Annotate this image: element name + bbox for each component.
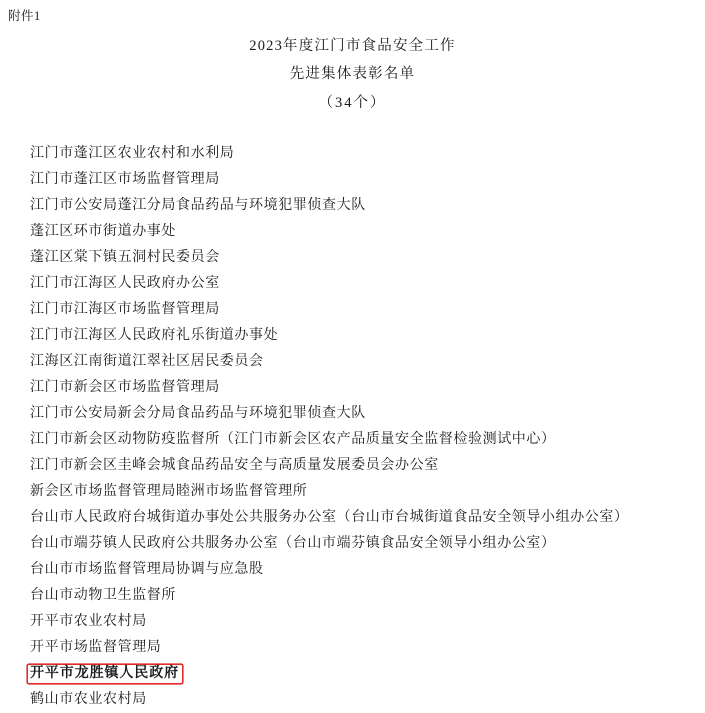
title-line-1: 2023年度江门市食品安全工作 (249, 38, 456, 54)
list-item (0, 479, 705, 505)
list-item (0, 505, 705, 531)
list-item (0, 557, 705, 583)
list-item (0, 219, 705, 245)
entry-text: 江门市蓬江区农业农村和水利局 (30, 145, 235, 161)
entry-text: 江门市江海区人民政府礼乐街道办事处 (30, 327, 279, 343)
honoree-list (0, 141, 705, 713)
list-item (0, 661, 705, 687)
entry-text: 江门市公安局蓬江分局食品药品与环境犯罪侦查大队 (30, 197, 366, 213)
list-item (0, 323, 705, 349)
entry-text: 台山市人民政府台城街道办事处公共服务办公室（台山市台城街道食品安全领导小组办公室） (30, 509, 629, 525)
list-item (0, 401, 705, 427)
attachment-label: 附件1 (8, 9, 41, 23)
entry-text: 蓬江区环市街道办事处 (30, 223, 176, 239)
list-item (0, 687, 705, 713)
entry-text: 台山市端芬镇人民政府公共服务办公室（台山市端芬镇食品安全领导小组办公室） (30, 535, 556, 551)
title-count: （34个） (318, 94, 387, 111)
list-item (0, 427, 705, 453)
document-title-block (0, 32, 705, 117)
entry-text: 开平市场监督管理局 (30, 639, 162, 655)
list-item (0, 375, 705, 401)
list-item (0, 609, 705, 635)
list-item (0, 349, 705, 375)
highlighted-entry-text: 开平市龙胜镇人民政府 (28, 665, 182, 683)
entry-text: 江海区江南街道江翠社区居民委员会 (30, 353, 264, 369)
entry-text: 江门市江海区人民政府办公室 (30, 275, 220, 291)
entry-text: 台山市市场监督管理局协调与应急股 (30, 561, 264, 577)
entry-text: 江门市新会区圭峰会城食品药品安全与高质量发展委员会办公室 (30, 457, 439, 473)
entry-text: 江门市新会区市场监督管理局 (30, 379, 220, 395)
entry-text: 江门市公安局新会分局食品药品与环境犯罪侦查大队 (30, 405, 366, 421)
list-item (0, 531, 705, 557)
entry-text: 江门市新会区动物防疫监督所（江门市新会区农产品质量安全监督检验测试中心） (30, 431, 556, 447)
list-item (0, 297, 705, 323)
list-item (0, 635, 705, 661)
list-item (0, 193, 705, 219)
entry-text: 江门市江海区市场监督管理局 (30, 301, 220, 317)
list-item (0, 245, 705, 271)
entry-text: 江门市蓬江区市场监督管理局 (30, 171, 220, 187)
list-item (0, 167, 705, 193)
list-item (0, 453, 705, 479)
entry-text: 蓬江区棠下镇五洞村民委员会 (30, 249, 220, 265)
list-item (0, 271, 705, 297)
entry-text: 新会区市场监督管理局睦洲市场监督管理所 (30, 483, 308, 499)
entry-text: 开平市农业农村局 (30, 613, 147, 629)
list-item (0, 583, 705, 609)
list-item (0, 141, 705, 167)
title-line-2: 先进集体表彰名单 (289, 66, 416, 83)
entry-text: 台山市动物卫生监督所 (30, 587, 176, 603)
entry-text: 鹤山市农业农村局 (30, 691, 147, 707)
